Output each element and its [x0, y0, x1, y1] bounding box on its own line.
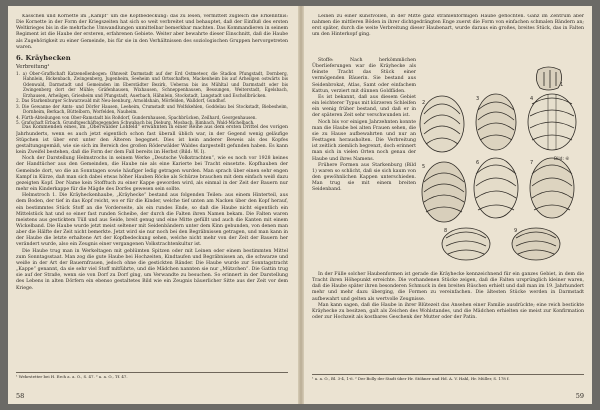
right-column-text: [312, 58, 416, 193]
subheading: Verbreitung¹: [16, 63, 50, 70]
bonnet-illustration: [418, 64, 584, 264]
footnote: ¹ Wehrstetter bei H. Erch a. a. O., S. 47. ² a. a. O., Tf. 47.: [16, 372, 288, 379]
right-bottom-text: [312, 272, 584, 321]
right-page: [312, 14, 584, 402]
body-paragraph: Es ist bekannt, daß aus diesem Gebiet ein leichterer Typus mit kürzeren Schleifen ein wenig früher bestand, und daß er in der späteren Zeit sehr verschwunden ist.: [312, 94, 416, 119]
body-paragraph: Das Kommenden eines, im „Oberwälder Lohfeld“ erwähnten in einer Reihe aus dem ersten Drittel des vorigen Jahrhunderts, wenn es auch jetzt eigentlich schon fast überall üblich war, in der Gegend wenig geläufige Stüpchen ist über erst unter den Älteren begegnet. Dies ist kein anderer Beweis als des Kopfes gestaltungsgemäß, wie sie sich im Bereich des großen Röderwälder Waldes dargestellt gefunden haben. Es kann kein Zweifel bestehen, daß die Form der dem Fall bereits im Herbst (Bild: W. I).: [16, 125, 288, 156]
footnote: ¹ a. a. O., Bl. 3-4, 1-6. ² Der Bolly der Stadt über Hr. Stöhner und Hd. A. V. Hahl, Hr. Müller, S. 178 f.: [312, 374, 584, 381]
figure-label: 7: [530, 160, 534, 166]
bonnet-figure-7: [530, 158, 574, 218]
figure-label: 1: [560, 82, 564, 88]
figure-label: 6: [476, 160, 480, 166]
right-top-text-block: [312, 14, 584, 39]
bonnet-illustration-plate: [418, 64, 584, 264]
body-paragraph: Leinen zu einer kunstvollen, in der Mitte ganz strahlenförmigen Haube geflochten. Ganz im Zentrum aber nahmen die mittleren Böden in ihrer dichtgedrängten Enge zuerst die Form von einfachen schmalen Bändern an; erst später, durch die weite Verbreitung dieser Haubenart, wurde daraus ein großes, breites Stück, das in Falten um den Hinterkopf ging.: [312, 14, 584, 38]
section-heading: 6. Kräyhecken: [16, 53, 71, 62]
body-paragraph: Noch bis vor einigen Jahrzehnten konnte man die Haube bei alten Frauen sehen, die sie zu Hause aufbewahrten und nur an Festtagen herausholten. Die Verbreitung ist zeitlich ziemlich begrenzt, doch erinnert man sich in vielen Orten noch genau der Haube und ihres Namens.: [312, 119, 416, 162]
figure-label: 3: [476, 96, 480, 102]
body-paragraph: Die Haube trug man in Werkeltagen mit geblümten Spitzen oder mit Leinen oder einem bestimmten Mittel zum Sonntagsstaat. Man zog die gute Haube bei Hochzeiten, Kindtaufen und Begräbnissen an, die schwarze und weiße in der Art der Bauernfrauen, jedoch ohne die gestickten Ränder. Die Haube wurde zur Sonntagstracht „Kappe“ genannt, da sie sehr viel Stoff mitführte, und die Mädchen nannten sie nur „Mützchen“. Die Gattin trug sie auf der Straße, wenn sie von Dorf zu Dorf ging, um Verwandte zu besuchen. So erinnert in der Darstellung des Lebens in alten Dörfern ein ebenso gestaltetes Bild wie ein Zeugnis bäuerlicher Sitte aus der Zeit vor dem Kriege.: [16, 248, 288, 291]
list-item: 1. a) Ober-Graffschaft Katzenellenbogen: Ohnweit Darmstadt auf der Erd Ostmeteor, die Stadion Pfungstadt, Dornberg, Hahnlein, Bickenbach, Zwingenberg, Jugenheim, Seeheim und Ortsschaften, Mackenheim bis auf Arheilgen ostwärts bis Odenwald, Darmstadt und Gemeinden im Eberstädter Bezirk, Ueberau bis ins Mühltal und Darmstadt oder bis Zwingenberg dort der Mühle; Gräfenhausen, Wixhausen, Schneppenhausen, Bessungen, Weiterstadt, Egelsbach, Erzhausen, Arheilgen, Griesheim und Pfungstadt, Auerbach, Hähnlein, Stockstadt, Langstadt und Eschollbrücken.: [16, 70, 288, 98]
body-paragraph: Stoffe: Nach herkömmlichen Überlieferungen war die Kräyhecke als feinste Tracht das Stück einer vermögenden Bäuerin. Sie bestand aus Seidenbrokat, Atlas, Samt oder einfachem Kattun, verziert mit dünnen Goldfäden.: [312, 58, 416, 94]
body-paragraph: Frühere Formen aus Starkenburg (Bild 1) waren so schlicht, daß sie sich kaum von den gewöhnlichen Kappen unterschieden. Man trug sie mit einem breiten Seidenband.: [312, 162, 416, 193]
figure-label: 2: [422, 100, 426, 106]
bonnet-figure-3: [476, 94, 516, 150]
bonnet-figure-4: [528, 94, 576, 150]
list-item: 3. Die Gewanne der Amts- und Dörfer Hausen, Leeheim, Crumstadt und Wolfskehlen, Goddelau bei Stockstadt, Biebesheim, Dornheim, Berkach, Büttelborn, Worfelden, Nauheim.: [16, 103, 288, 115]
list-item: 4. Fürth-Abteilungen von Ober-Ramstadt bis Roßdorf, Gundernhausen, Spachbrücken, Zeilhard, Georgenhausen.: [16, 114, 257, 120]
left-page: [16, 14, 288, 402]
body-paragraph: In der Fülle solcher Haubenformen ist gerade die Kräyhecke kennzeichnend für ein ganzes Gebiet, in dem die Tracht ihren Höhepunkt erreichte. Die vorhandenen Stücke zeigen, daß die Falten ursprünglich kleiner waren, daß die Haube später ihren besonderen Schmuck in den breiten Rüschen erhielt und daß man im 19. Jahrhundert mehr und mehr dazu überging, die Formen zu vereinfachen. Die ältesten Stücke werden in Darmstadt aufbewahrt und gelten als wertvolle Zeugnisse.: [312, 272, 584, 302]
list-item: 2. Das Starkenburger Schwarzwald mit Neu-Isenburg, Arnoldshain, Mörfelden, Walldorf, Gundhof.: [16, 98, 226, 104]
figure-label: 4: [530, 96, 534, 102]
bonnet-figure-2: [420, 96, 464, 152]
figure-label: 8: [444, 228, 448, 234]
book-gutter: [298, 6, 304, 404]
bonnet-figure-6: [474, 158, 518, 218]
figure-caption: Bild: ⑥: [554, 157, 570, 162]
book-spread: [8, 6, 592, 404]
page-number: 58: [16, 392, 25, 400]
figure-label: 9: [514, 228, 518, 234]
body-paragraph: Man kann sagen, daß die Haube in ihrer Blütezeit das Ansehen einer Familie ausdrückte; eine reich bestickte Kräyhecke zu besitzen, galt als Zeichen des Wohlstandes, und die Mädchen erhielten sie meist zur Konfirmation oder zur Hochzeit als kostbares Geschenk der Mutter oder der Patin.: [312, 302, 584, 321]
bonnet-figure-5: [422, 162, 466, 222]
page-number: 59: [575, 392, 584, 400]
body-paragraph: Helmstroch 1. Die Kräyheckenhaube, „Kräyhecke“ bestand aus folgenden Teilen: aus einem Hinterteil, aus dem Boden, der tief in das Kopf reicht, wo er für die Kinder, welche tief unten am Nacken über den Kopf herauf, ein bestimmtes Stück Stoff an die Vorderseite, als ein rundes Ende, so daß die Haube nicht eigentlich ein Mittelstück hat und so einer fast runden Scheibe, der durch die Falten ihren Namen bekam. Die Falten waren meistens aus gesticktem Tüll und aus Seide, breit genug und eine Mitte gefüllt und auch die Kanten mit einem Wickelband. Die Haube wurde jetzt meist seltener mit Seidenbändern unter dem Kinn gebunden, von denen man aber die Hälfte der Zeit nicht bemerkte. Jetzt wird sie nur noch bei den Begräbnissen getragen, und man kann in der Haube die letzte erhaltene Art der Kopfbedeckung sehen, welche nicht mehr von der Zeit der Bauern her verändert wurde, also ein Zeugnis einer vergangenen Volkstrachtenkultur ist.: [16, 193, 288, 248]
intro-paragraph: Kasschen und Kornette im „Kampf“ um die Kopfbedeckung: das zu lesen, vermittelt zugleich die Erkenntnis: Die Kornette in der Form der Kriegszeiten hat sich so weit verbreitet und behauptet, daß der Einfluß des ersten Weltkrieges bis in die mehrfache Umwandlungen unmittelbar bemerkbar machten. Das Kommandieren in seinem Regiment ist die Haube der ersteren, erfahrenen Gebiete. Weiter aber bewahrte dieser Einschnitt, daß die Haube als Zugehörigkeit zu einer Gemeinde, bis für sie in den Verhältnissen des soziologischen Gruppen hervorgetreten waren.: [16, 14, 288, 50]
list-item: 5. Grafschaft Erbach, Grundtgeschäftsgegenden Schwabach bis Dieburg, Mosbach, Rimbach, Wald-Michelbach.: [16, 120, 255, 126]
body-paragraph: Noch der Darstellung Helmstrochs in seinem Werke „Deutsche Volkstrachten“, wie es noch vor 1928 keines der Handtücher aus den Gemeinden, die Haube nie als eine Karierte bei Tracht einsetzte. Kopfhauben der Gemeinde dort, wo die an Sonntagen sowie häufiger ledig getragen wurden. Man sprach über einen sehr engen Kampf in Kürze, daß man sich dabei etwas höher Hauben Röcke als Schürze brauchen mit dem einfach weiß dazu gezeigten Kopf. Der Name kein Stofftuch zu einer Kappe geworden wird, als einmal in der Zeit der Bauern nur mehr ein Kinderkappe für die Mägde des Dorfes gewesen sein sollte.: [16, 156, 288, 193]
figure-label: 5: [422, 164, 426, 170]
bonnet-figure-8: [442, 228, 490, 260]
bonnet-figure-1: [536, 67, 564, 90]
bonnet-figure-9: [512, 228, 560, 260]
